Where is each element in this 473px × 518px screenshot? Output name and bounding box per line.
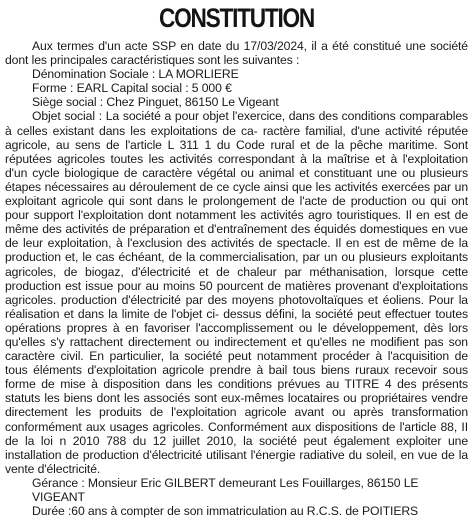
forme-line: Forme : EARL Capital social : 5 000 € — [32, 81, 232, 96]
notice-body — [5, 39, 468, 518]
intro-paragraph: Aux termes d'un acte SSP en date du 17/03/2024, il a été constitué une société dont les principales caractéristiques sont les suivantes : — [5, 39, 468, 68]
legal-notice — [5, 2, 468, 518]
siege-line: Siège social : Chez Pinguet, 86150 Le Vigeant — [32, 95, 279, 110]
notice-title: CONSTITUTION — [159, 3, 314, 33]
gerance-line: Gérance : Monsieur Eric GILBERT demeurant Les Fouillarges, 86150 LE VIGEANT — [32, 475, 419, 504]
objet-paragraph: Objet social : La société a pour objet l'exercice, dans des conditions comparables à celles existant dans les exploitations de ca- ractère familial, d'une activité réputée agricole, au sens de l'article L 311 1 du Code rural et de la pêche maritime. Sont réputées agricoles toutes les activités correspondant à la maîtrise et à l'exploitation d'un cycle biologique de caractère végétal ou animal et constituant une ou plusieurs étapes nécessaires au déroulement de ce cycle ainsi que les activités exercées par un exploitant agricole qui sont dans le prolongement de l'acte de production ou qui ont pour support l'exploitation dont notamment les activités agro touristiques. Il en est de même des activités de préparation et d'entraînement des équidés domestiques en vue de leur exploitation, à l'exclusion des activités de spectacle. Il en est de même de la production et, le cas échéant, de la commercialisation, par un ou plusieurs exploitants agricoles, de biogaz, d'électricité et de chaleur par méthanisation, lorsque cette production est issue pour au moins 50 pourcent de matières provenant d'exploitations agricoles. production d'électricité par des moyens photovoltaïques et éoliens. Pour la réalisation et dans la limite de l'objet ci- dessus défini, la société peut effectuer toutes opérations propres à en favoriser l'accomplissement ou le développement, dès lors qu'elles s'y rattachent directement ou indirectement et qu'elles ne modifient pas son caractère civil. En particulier, la société peut notamment procéder à l'acquisition de tous éléments d'exploitation agricole prendre à bail tous biens ruraux recevoir sous forme de mise à disposition dans les conditions prévues au TITRE 4 des présents statuts les biens dont les associés sont eux-mêmes locataires ou propriétaires vendre directement les produits de l'exploitation agricole avant ou après transformation conformément aux usages agricoles. Conformément aux dispositions de l'article 88, II de la loi n 2010 788 du 12 juillet 2010, la société peut également exploiter une installation de production d'électricité utilisant l'énergie radiative du soleil, en vue de la vente d'électricité. — [5, 109, 468, 476]
denomination-line: Dénomination Sociale : LA MORLIERE — [32, 67, 239, 82]
duree-line: Durée :60 ans à compter de son immatriculation au R.C.S. de POITIERS — [32, 504, 419, 518]
